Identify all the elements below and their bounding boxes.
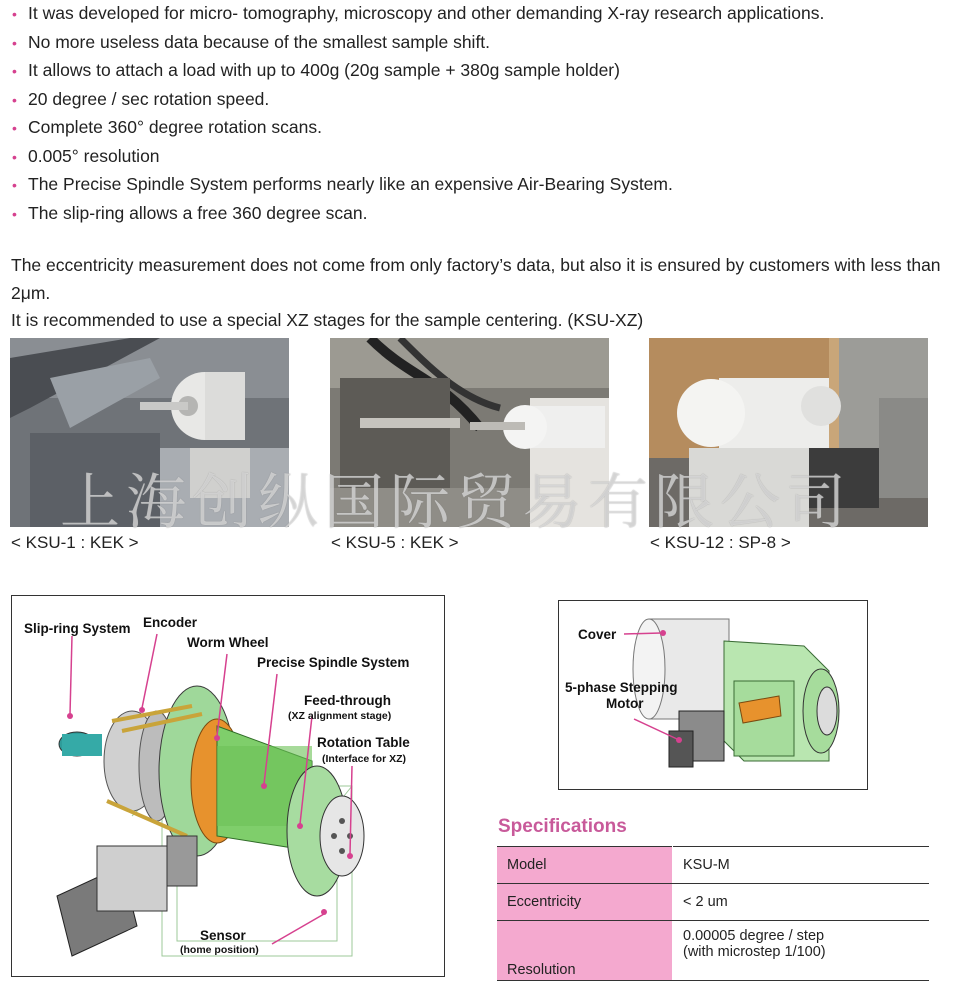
label-cover: Cover	[578, 627, 617, 642]
feature-item: • It allows to attach a load with up to 400g (20g sample + 380g sample holder)	[12, 57, 824, 86]
label-motor-line2: Motor	[606, 696, 644, 711]
feature-item: • 0.005° resolution	[12, 143, 824, 172]
cover-motor-diagram	[558, 600, 868, 790]
spec-value	[673, 921, 930, 981]
label-rotation-table: Rotation Table	[317, 735, 410, 750]
spindle-diagram	[11, 595, 445, 977]
label-feed-through: Feed-through	[304, 693, 391, 708]
recommendation-paragraph: It is recommended to use a special XZ stages for the sample centering. (KSU-XZ)	[11, 310, 644, 330]
spec-key: Eccentricity	[497, 884, 673, 921]
feature-list	[12, 0, 824, 228]
specifications-title: Specifications	[498, 816, 627, 837]
feature-item: • Complete 360° degree rotation scans.	[12, 114, 824, 143]
watermark: 上海创纵国际贸易有限公司	[60, 468, 852, 538]
spec-value: KSU-M	[673, 847, 930, 884]
bullet-icon: •	[12, 34, 17, 51]
bullet-icon: •	[12, 120, 17, 136]
label-rotation-table-sub: (Interface for XZ)	[322, 753, 407, 765]
bullet-icon: •	[12, 148, 17, 165]
table-row	[497, 884, 929, 921]
spec-key: Resolution	[497, 921, 673, 981]
feature-item: • No more useless data because of the smallest sample shift.	[12, 29, 824, 58]
feature-item: • The Precise Spindle System performs nearly like an expensive Air-Bearing System.	[12, 171, 824, 200]
bullet-icon: •	[12, 177, 17, 193]
label-sensor: Sensor	[200, 928, 246, 943]
label-encoder: Encoder	[143, 615, 198, 630]
feature-item: • 20 degree / sec rotation speed.	[12, 86, 824, 115]
table-row	[497, 921, 929, 981]
photo-caption: < KSU-12 : SP-8 >	[650, 533, 791, 552]
specifications-table	[497, 846, 929, 981]
bullet-icon: •	[12, 63, 17, 79]
bullet-icon: •	[12, 205, 17, 222]
photo-caption: < KSU-5 : KEK >	[331, 533, 459, 552]
bullet-icon: •	[12, 6, 17, 22]
spec-value-line: (with microstep 1/100)	[683, 944, 826, 960]
label-worm-wheel: Worm Wheel	[187, 635, 269, 650]
label-motor: 5-phase Stepping	[565, 680, 678, 695]
photo-caption: < KSU-1 : KEK >	[11, 533, 139, 552]
label-slip-ring: Slip-ring System	[24, 621, 131, 636]
feature-item: • It was developed for micro- tomography, microscopy and other demanding X-ray research applications.	[12, 0, 824, 29]
eccentricity-paragraph: The eccentricity measurement does not come from only factory’s data, but also it is ensured by customers with less than 2μm.	[11, 255, 941, 303]
spec-value: < 2 um	[673, 884, 930, 921]
label-spindle: Precise Spindle System	[257, 655, 410, 670]
spec-key: Model	[497, 847, 673, 884]
table-row	[497, 847, 929, 884]
bullet-icon: •	[12, 91, 17, 108]
feature-item: • The slip-ring allows a free 360 degree scan.	[12, 200, 824, 229]
label-feed-through-sub: (XZ alignment stage)	[288, 710, 392, 722]
spec-value-line: 0.00005 degree / step	[683, 928, 825, 944]
label-sensor-sub: (home position)	[180, 944, 259, 956]
